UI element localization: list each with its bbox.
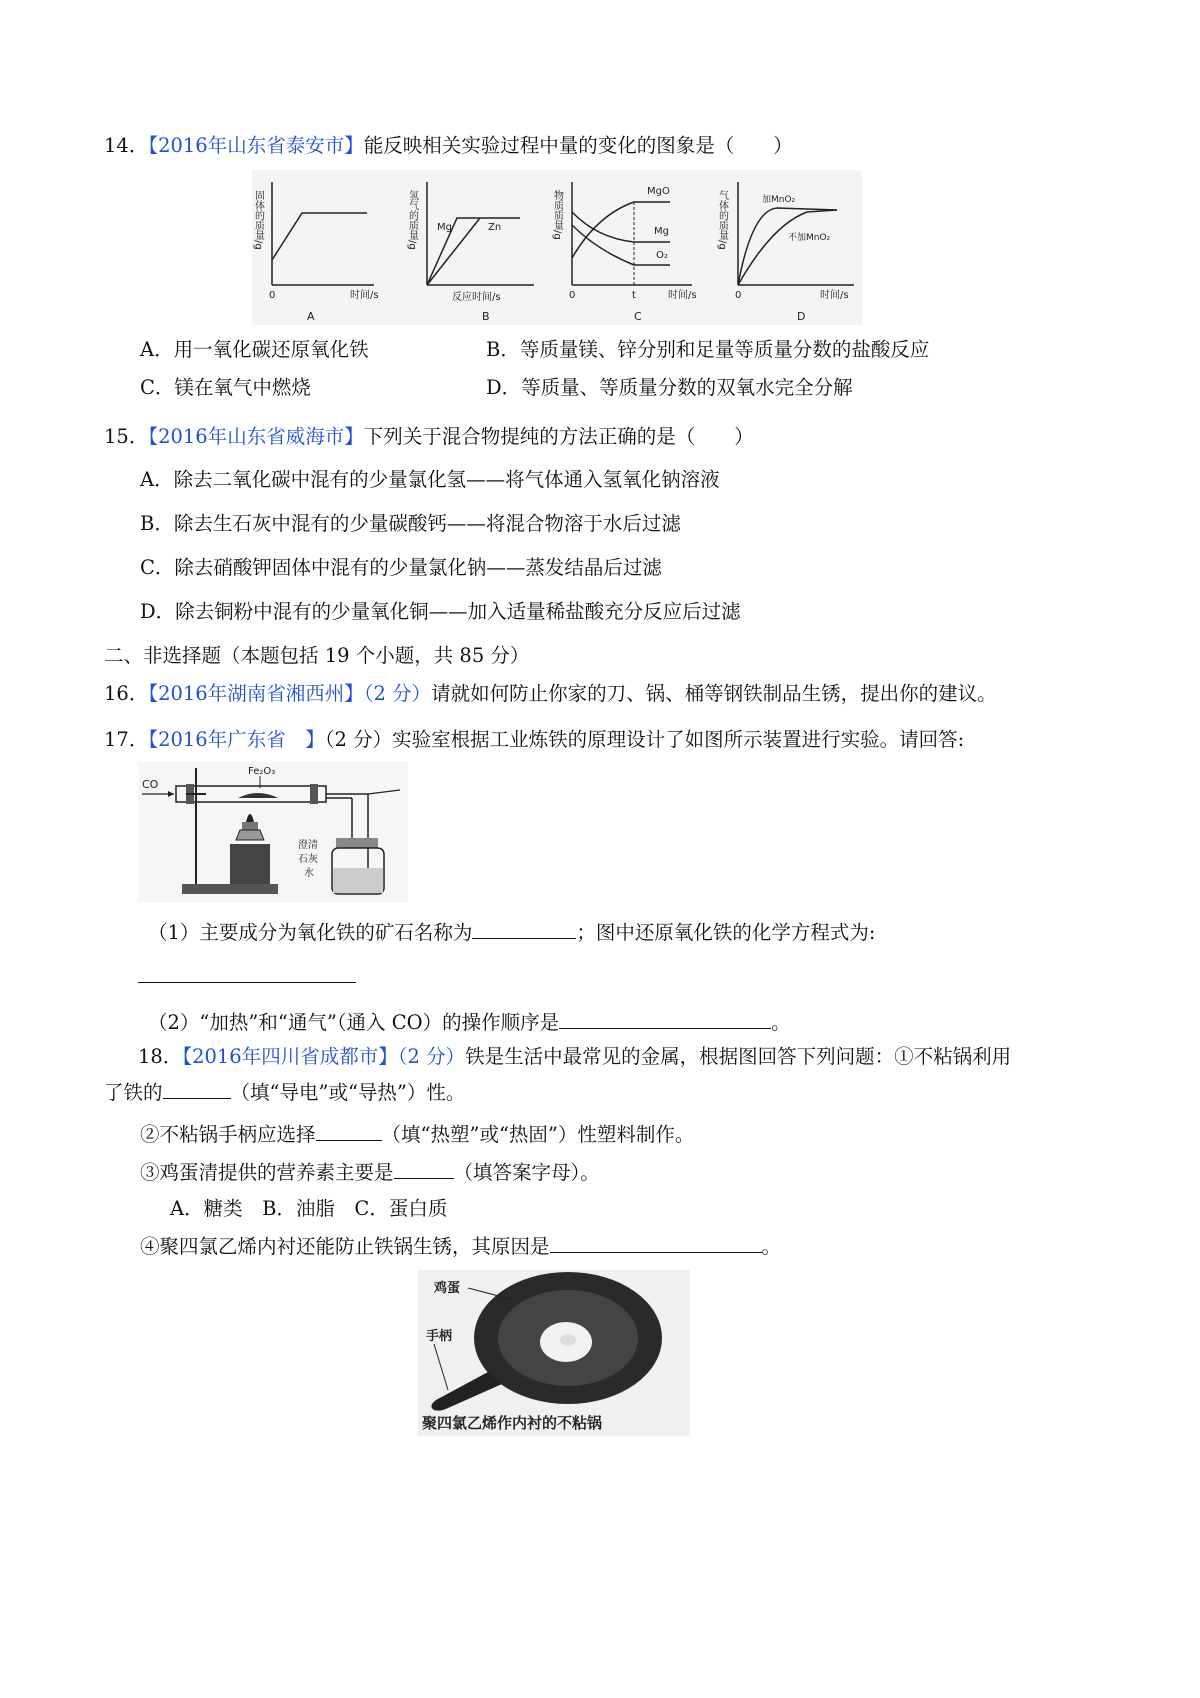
handle-label: 手柄 <box>426 1329 453 1344</box>
graph-a-origin: 0 <box>269 290 276 301</box>
egg-label: 鸡蛋 <box>434 1281 461 1296</box>
graph-b-series-zn: Zn <box>488 222 502 233</box>
q14-option-d: D．等质量、等质量分数的双氧水完全分解 <box>486 376 853 399</box>
answer-blank[interactable] <box>163 1078 231 1099</box>
question-number: 16． <box>104 682 149 705</box>
question-stem: 下列关于混合物提纯的方法正确的是（ ） <box>363 425 754 448</box>
q14-option-c: C．镁在氧气中燃烧 <box>140 376 311 399</box>
question-stem: 铁是生活中最常见的金属，根据图回答下列问题：①不粘锅利用 <box>465 1045 1012 1068</box>
graph-c-origin: 0 <box>569 290 576 301</box>
question-source: 【2016年山东省威海市】 <box>148 425 364 448</box>
graph-d-origin: 0 <box>735 290 742 301</box>
q15-option-b: B．除去生石灰中混有的少量碳酸钙——将混合物溶于水后过滤 <box>140 512 681 535</box>
limewater-label-2: 石灰 <box>298 854 318 865</box>
question-number: 14． <box>104 134 149 157</box>
limewater-label-3: 水 <box>304 868 314 879</box>
question-number: 15． <box>104 425 149 448</box>
q18-line-2: 了铁的 （填“导电”或“导热”）性。 <box>104 1078 465 1107</box>
graph-c-xlabel: 时间/s <box>668 290 697 301</box>
answer-blank[interactable] <box>316 1120 382 1141</box>
q17-equation-line <box>138 962 356 991</box>
pan-caption: 聚四氯乙烯作内衬的不粘锅 <box>422 1414 603 1432</box>
graph-d-series-without-mno2: 不加MnO₂ <box>788 233 831 243</box>
graph-c-series-o2: O₂ <box>656 250 668 261</box>
limewater-label-1: 澄清 <box>298 840 318 851</box>
graph-c-tick-t: t <box>632 290 636 301</box>
question-15 <box>104 423 754 451</box>
graph-b-xlabel: 反应时间/s <box>452 292 501 303</box>
graph-d-caption: D <box>797 310 806 323</box>
q15-option-c: C．除去硝酸钾固体中混有的少量氯化钠——蒸发结晶后过滤 <box>140 556 662 579</box>
nonstick-pan-figure <box>418 1270 690 1436</box>
question-source: 【2016年四川省成都市】（2 分） <box>182 1045 466 1068</box>
question-number: 18． <box>138 1045 183 1068</box>
graph-c-ylabel: 物质质量/g <box>551 190 563 240</box>
graph-c-series-mgo: MgO <box>647 186 670 197</box>
graph-a-caption: A <box>307 310 315 323</box>
question-stem: （2 分）实验室根据工业炼铁的原理设计了如图所示装置进行实验。请回答: <box>324 728 965 751</box>
q18-options: A．糖类 B．油脂 C．蛋白质 <box>170 1197 448 1220</box>
graph-d-xlabel: 时间/s <box>820 290 849 301</box>
q15-option-d: D．除去铜粉中混有的少量氧化铜——加入适量稀盐酸充分反应后过滤 <box>140 600 741 623</box>
q17-part-1: （1）主要成分为氧化铁的矿石名称为 ；图中还原氧化铁的化学方程式为: <box>148 918 876 947</box>
answer-blank[interactable] <box>394 1158 454 1179</box>
graph-b-ylabel: 氢气的质量/g <box>406 190 418 250</box>
answer-blank[interactable] <box>550 1232 762 1253</box>
answer-blank[interactable] <box>138 962 356 983</box>
q18-line-4: ③鸡蛋清提供的营养素主要是 （填答案字母）。 <box>140 1158 600 1187</box>
question-16 <box>104 680 997 708</box>
graphs-figure <box>252 170 862 325</box>
apparatus-figure <box>138 762 408 902</box>
question-18 <box>138 1043 1011 1071</box>
section-title: 二、非选择题（本题包括 19 个小题，共 85 分） <box>104 644 530 667</box>
fe2o3-label: Fe₂O₃ <box>248 766 276 777</box>
question-number: 17． <box>104 728 149 751</box>
question-stem: 能反映相关实验过程中量的变化的图象是（ ） <box>363 134 793 157</box>
question-stem: 请就如何防止你家的刀、锅、桶等钢铁制品生锈，提出你的建议。 <box>431 682 997 705</box>
q18-line-3: ②不粘锅手柄应选择 （填“热塑”或“热固”）性塑料制作。 <box>140 1120 694 1149</box>
graph-a-xlabel: 时间/s <box>350 290 379 301</box>
graph-c-series-mg: Mg <box>654 226 669 237</box>
co-label: CO <box>142 778 159 791</box>
q14-option-b: B．等质量镁、锌分别和足量等质量分数的盐酸反应 <box>486 338 930 361</box>
q18-line-6: ④聚四氯乙烯内衬还能防止铁锅生锈，其原因是 。 <box>140 1232 781 1261</box>
question-14 <box>104 132 793 160</box>
question-source: 【2016年湖南省湘西州】（2 分） <box>148 682 432 705</box>
graph-b-series-mg: Mg <box>437 222 452 233</box>
graph-d-series-with-mno2: 加MnO₂ <box>762 195 796 205</box>
q17-part-2: （2）“加热”和“通气”（通入 CO）的操作顺序是 。 <box>148 1008 791 1037</box>
answer-blank[interactable] <box>559 1008 771 1029</box>
graph-d-ylabel: 气体的质量/g <box>716 190 728 250</box>
q14-option-a: A．用一氧化碳还原氧化铁 <box>140 338 369 361</box>
graph-a-ylabel: 固体的质量/g <box>252 190 264 250</box>
q15-option-a: A．除去二氧化碳中混有的少量氯化氢——将气体通入氢氧化钠溶液 <box>140 468 720 491</box>
graph-b-caption: B <box>482 310 490 323</box>
question-17 <box>104 726 964 754</box>
question-source: 【2016年广东省 】 <box>148 728 325 751</box>
answer-blank[interactable] <box>472 918 576 939</box>
graph-c-caption: C <box>634 310 642 323</box>
question-source: 【2016年山东省泰安市】 <box>148 134 364 157</box>
